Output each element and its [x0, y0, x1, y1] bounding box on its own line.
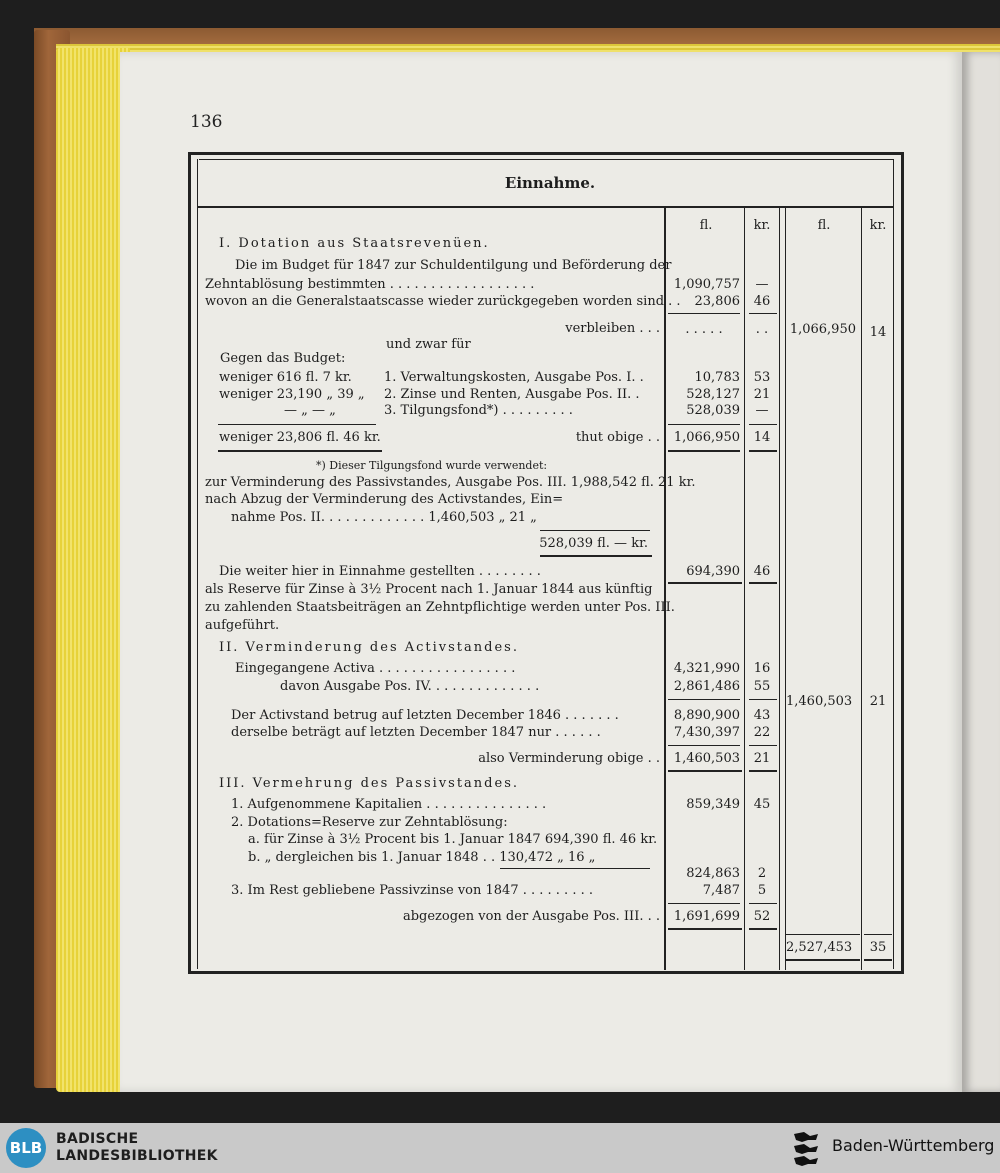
sec2-b1-kr: 43 [753, 708, 771, 723]
rule [218, 450, 382, 452]
col-rule-kr2 [861, 208, 862, 970]
sec1-line2-fl: 1,090,757 [673, 277, 740, 292]
sec3-c2b: b. „ dergleichen bis 1. Januar 1848 . . 130,472 „ 16 „ [248, 850, 596, 865]
sec1-r2-item: 2. Zinse und Renten, Ausgabe Pos. II. . [384, 387, 640, 402]
inner-left-rule [197, 159, 198, 969]
sec3-c4: abgezogen von der Ausgabe Pos. III. . . [402, 909, 660, 924]
rule [668, 313, 740, 314]
grand-total-fl: 2,527,453 [786, 940, 853, 955]
sec1-line1: Die im Budget für 1847 zur Schuldentilgung und Beförderung der [235, 258, 672, 273]
rule [540, 530, 650, 531]
facing-page-edge [962, 52, 1000, 1092]
rule [749, 582, 777, 584]
rule [668, 928, 742, 930]
library-name-line1: BADISCHE [56, 1131, 139, 1147]
footnote-line2: nach Abzug der Verminderung des Activstandes, Ein= [205, 492, 564, 507]
rule [668, 745, 740, 746]
reserve-line1: Die weiter hier in Einnahme gestellten . . . . . . . . [219, 564, 541, 579]
sec2-total-fl: 1,460,503 [786, 694, 853, 709]
sec1-sum-mid: thut obige . . [575, 430, 660, 445]
inner-right-rule [893, 159, 894, 969]
section-2-heading: II. Verminderung des Activstandes. [219, 640, 519, 655]
sec1-r2-kr: 21 [753, 387, 771, 402]
rule [749, 928, 777, 930]
reserve-line3: zu zahlenden Staatsbeiträgen an Zehntpflichtige werden unter Pos. III. [205, 600, 675, 615]
sec1-r1-fl: 10,783 [694, 370, 740, 385]
reserve-kr: 46 [753, 564, 771, 579]
title-rule [197, 206, 894, 208]
sec1-line3: wovon an die Generalstaatscasse wieder zurückgegeben worden sind . . [205, 294, 681, 309]
reserve-fl: 694,390 [686, 564, 740, 579]
rule [668, 770, 742, 772]
rule [500, 868, 650, 869]
table-title: Einnahme. [504, 174, 596, 192]
rule [749, 450, 777, 452]
sec1-sum-fl: 1,066,950 [673, 430, 740, 445]
lions-crest-icon [790, 1128, 824, 1168]
sec3-c3-fl: 7,487 [702, 883, 740, 898]
sec1-line2-kr: — [755, 277, 769, 292]
sec2-b3-kr: 21 [753, 751, 771, 766]
rule [668, 582, 742, 584]
rule [786, 934, 860, 935]
sec1-r3-left: — „ — „ [284, 403, 336, 418]
sec1-total-kr: 14 [869, 325, 887, 340]
footnote-title: *) Dieser Tilgungsfond wurde verwendet: [316, 459, 548, 472]
sec1-r1-item: 1. Verwaltungskosten, Ausgabe Pos. I. . [384, 370, 644, 385]
sec2-b1-fl: 8,890,900 [673, 708, 740, 723]
rule [668, 903, 740, 904]
page-number: 136 [190, 112, 223, 132]
sec2-b3-fl: 1,460,503 [673, 751, 740, 766]
sec1-sum-left: weniger 23,806 fl. 46 kr. [219, 430, 381, 445]
sec1-line2: Zehntablösung bestimmten . . . . . . . . . . . . . . . . . . [205, 277, 535, 292]
reserve-line2: als Reserve für Zinse à 3½ Procent nach 1. Januar 1844 aus künftig [205, 582, 653, 597]
rule [864, 959, 892, 961]
col-header-fl2: fl. [817, 218, 831, 233]
state-name[interactable]: Baden-Württemberg [832, 1136, 995, 1155]
sec1-gegen: Gegen das Budget: [220, 351, 346, 366]
library-name-line2: LANDESBIBLIOTHEK [56, 1148, 218, 1164]
footnote-line3: nahme Pos. II. . . . . . . . . . . . . 1,460,503 „ 21 „ [231, 510, 537, 525]
blb-logo-badge[interactable]: BLB [6, 1128, 46, 1168]
sec3-c4-fl: 1,691,699 [673, 909, 740, 924]
rule [218, 424, 376, 425]
sec3-c2-fl: 824,863 [686, 866, 740, 881]
sec1-r3-kr: — [755, 403, 769, 418]
library-name[interactable] [56, 1131, 218, 1165]
sec3-c3: 3. Im Rest gebliebene Passivzinse von 1847 . . . . . . . . . [231, 883, 593, 898]
sec1-verbleiben-kr: . . [755, 322, 769, 337]
sec1-verbleiben: verbleiben . . . [565, 321, 660, 336]
sec3-c2-kr: 2 [757, 866, 767, 881]
sec2-a1-kr: 16 [753, 661, 771, 676]
sec1-r2-left: weniger 23,190 „ 39 „ [219, 387, 365, 402]
sec2-a2-fl: 2,861,486 [673, 679, 740, 694]
sec1-total-fl: 1,066,950 [789, 322, 856, 337]
rule [786, 959, 860, 961]
rule [749, 424, 777, 425]
sec1-sum-kr: 14 [753, 430, 771, 445]
inner-top-rule [199, 159, 893, 160]
footnote-line4: 528,039 fl. — kr. [539, 536, 648, 551]
rule [668, 450, 740, 452]
sec3-c1-kr: 45 [753, 797, 771, 812]
sec1-und-zwar: und zwar für [386, 337, 471, 352]
grand-total-kr: 35 [869, 940, 887, 955]
footnote-line1: zur Verminderung des Passivstandes, Ausgabe Pos. III. 1,988,542 fl. 21 kr. [205, 475, 696, 490]
col-header-kr1: kr. [753, 218, 771, 233]
col-rule-kr1-end [779, 208, 780, 970]
rule [749, 699, 777, 700]
rule [749, 903, 777, 904]
sec2-b2: derselbe beträgt auf letzten December 1847 nur . . . . . . [231, 725, 601, 740]
sec2-a2: davon Ausgabe Pos. IV. . . . . . . . . . . . . . [280, 679, 540, 694]
sec3-c2: 2. Dotations=Reserve zur Zehntablösung: [231, 815, 508, 830]
rule [749, 745, 777, 746]
sec1-line3-kr: 46 [753, 294, 771, 309]
sec3-c4-kr: 52 [753, 909, 771, 924]
rule [864, 934, 892, 935]
page-edges-left [56, 48, 130, 1092]
section-1-heading: I. Dotation aus Staatsrevenüen. [219, 236, 490, 251]
sec3-c3-kr: 5 [757, 883, 767, 898]
rule [668, 424, 740, 425]
sec1-verbleiben-fl: . . . . . [685, 322, 723, 337]
rule [668, 699, 740, 700]
col-header-kr2: kr. [869, 218, 887, 233]
sec2-total-kr: 21 [869, 694, 887, 709]
sec2-b2-kr: 22 [753, 725, 771, 740]
col-rule-fl1 [664, 208, 666, 970]
sec1-r1-left: weniger 616 fl. 7 kr. [219, 370, 352, 385]
sec1-r2-fl: 528,127 [686, 387, 740, 402]
rule [749, 770, 777, 772]
sec3-c1-fl: 859,349 [686, 797, 740, 812]
sec1-r1-kr: 53 [753, 370, 771, 385]
section-3-heading: III. Vermehrung des Passivstandes. [219, 776, 519, 791]
rule [749, 313, 777, 314]
sec1-r3-item: 3. Tilgungsfond*) . . . . . . . . . [384, 403, 573, 418]
rule [540, 555, 652, 557]
sec1-line3-fl: 23,806 [694, 294, 740, 309]
sec2-a2-kr: 55 [753, 679, 771, 694]
sec3-c2a: a. für Zinse à 3½ Procent bis 1. Januar 1847 694,390 fl. 46 kr. [248, 832, 658, 847]
sec3-c1: 1. Aufgenommene Kapitalien . . . . . . . . . . . . . . . [231, 797, 547, 812]
sec1-r3-fl: 528,039 [686, 403, 740, 418]
reserve-line4: aufgeführt. [205, 618, 280, 633]
sec2-b3: also Verminderung obige . . [478, 751, 660, 766]
sec2-a1: Eingegangene Activa . . . . . . . . . . . . . . . . . [235, 661, 516, 676]
col-header-fl1: fl. [699, 218, 713, 233]
sec2-a1-fl: 4,321,990 [673, 661, 740, 676]
sec2-b2-fl: 7,430,397 [673, 725, 740, 740]
sec2-b1: Der Activstand betrug auf letzten December 1846 . . . . . . . [231, 708, 619, 723]
